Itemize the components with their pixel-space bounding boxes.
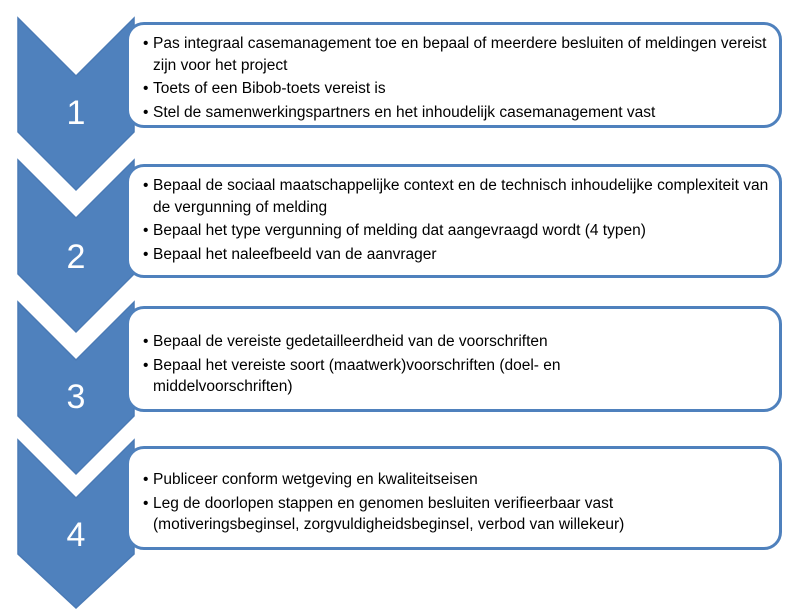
list-item: • Bepaal de sociaal maatschappelijke context en de technisch inhoudelijke complexiteit van de vergunning of melding <box>143 177 769 216</box>
list-item: • Pas integraal casemanagement toe en bepaal of meerdere besluiten of meldingen vereist zijn voor het project <box>143 35 767 74</box>
step-2-list <box>143 175 769 265</box>
step-3-list <box>143 331 769 398</box>
step-3-number: 3 <box>66 378 86 416</box>
list-item: • Bepaal de vereiste gedetailleerdheid van de voorschriften <box>143 333 548 350</box>
list-item: • Publiceer conform wetgeving en kwaliteitseisen <box>143 471 478 488</box>
step-1-chevron <box>18 18 134 190</box>
step-1-box <box>126 22 782 128</box>
step-3-box <box>126 306 782 412</box>
step-1-list <box>143 33 769 123</box>
list-item: • Bepaal het type vergunning of melding dat aangevraagd wordt (4 typen) <box>143 222 646 239</box>
step-4-number: 4 <box>66 516 86 554</box>
list-item: • Stel de samenwerkingspartners en het inhoudelijk casemanagement vast <box>143 103 656 121</box>
list-item: • Bepaal het naleefbeeld van de aanvrager <box>143 245 437 263</box>
step-1-number: 1 <box>66 94 86 132</box>
step-4-list <box>143 469 769 536</box>
list-item: • Toets of een Bibob-toets vereist is <box>143 80 386 97</box>
list-item: • Bepaal het vereiste soort (maatwerk)voorschriften (doel- en middelvoorschriften) <box>143 356 561 395</box>
step-4-box <box>126 446 782 550</box>
step-2-number: 2 <box>66 238 86 276</box>
list-item: • Leg de doorlopen stappen en genomen besluiten verifieerbaar vast (motiveringsbeginsel, zorgvuldigheidsbeginsel, verbod van willekeur) <box>143 494 625 533</box>
step-2-box <box>126 164 782 278</box>
